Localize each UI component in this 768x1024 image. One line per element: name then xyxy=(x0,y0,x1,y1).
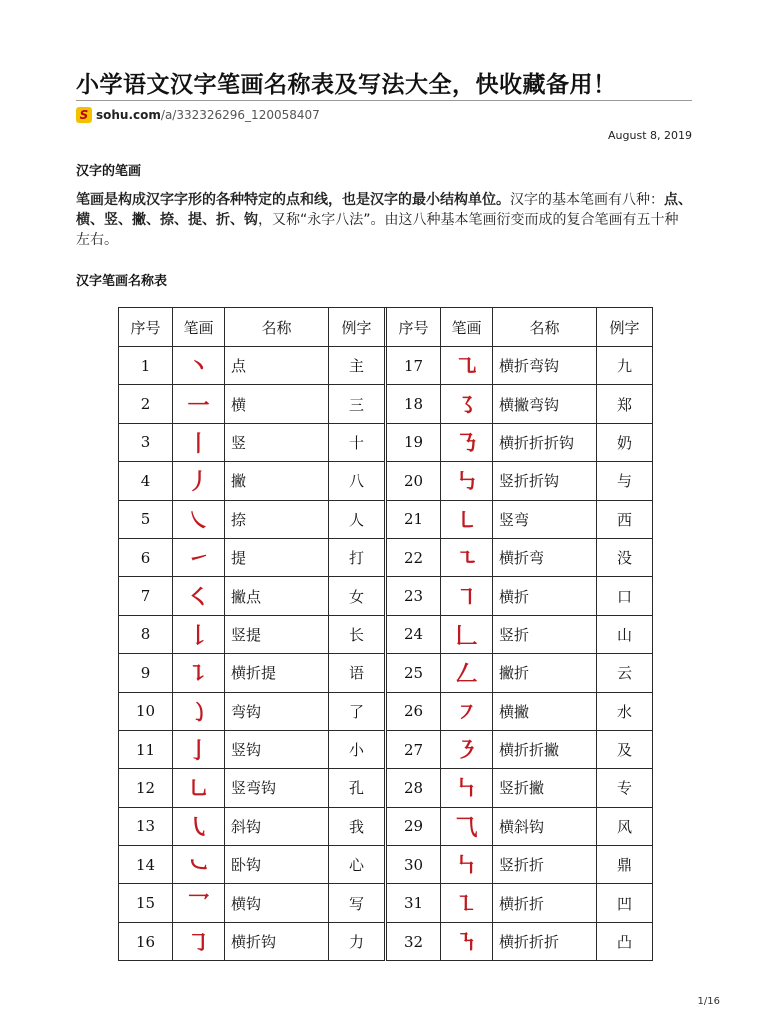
row-number: 1 xyxy=(119,347,173,385)
table-row xyxy=(119,462,653,500)
stroke-name: 横撇弯钩 xyxy=(493,385,597,423)
article-title: 小学语文汉字笔画名称表及写法大全，快收藏备用！ xyxy=(76,72,617,98)
stroke-name: 横撇 xyxy=(493,692,597,730)
stroke-name: 横折折 xyxy=(493,884,597,922)
stroke-glyph: ㇞ xyxy=(441,846,493,884)
stroke-glyph: ㇟ xyxy=(173,769,225,807)
table-row xyxy=(119,922,653,960)
stroke-name: 横折折撇 xyxy=(493,730,597,768)
example-char: 小 xyxy=(329,730,385,768)
stroke-name: 竖弯钩 xyxy=(225,769,329,807)
example-char: 八 xyxy=(329,462,385,500)
publish-date: August 8, 2019 xyxy=(608,129,692,142)
stroke-name: 撇折 xyxy=(493,654,597,692)
row-number: 12 xyxy=(119,769,173,807)
stroke-glyph: ㇊ xyxy=(173,654,225,692)
stroke-glyph: ㇉ xyxy=(441,462,493,500)
example-char: 孔 xyxy=(329,769,385,807)
row-number: 16 xyxy=(119,922,173,960)
stroke-name: 竖折折 xyxy=(493,846,597,884)
example-char: 专 xyxy=(597,769,653,807)
stroke-name: 提 xyxy=(225,538,329,576)
header-no: 序号 xyxy=(387,308,441,347)
stroke-glyph: ㇀ xyxy=(173,538,225,576)
example-char: 人 xyxy=(329,500,385,538)
row-number: 11 xyxy=(119,730,173,768)
stroke-glyph: ㇃ xyxy=(173,846,225,884)
example-char: 三 xyxy=(329,385,385,423)
table-row xyxy=(119,615,653,653)
source-domain: sohu.com xyxy=(96,108,161,122)
source-path: /a/332326296_120058407 xyxy=(160,108,320,122)
example-char: 语 xyxy=(329,654,385,692)
stroke-glyph: 丨 xyxy=(173,423,225,461)
table-row xyxy=(119,730,653,768)
header-no: 序号 xyxy=(119,308,173,347)
example-char: 山 xyxy=(597,615,653,653)
stroke-glyph: 亅 xyxy=(173,730,225,768)
example-char: 女 xyxy=(329,577,385,615)
stroke-glyph: ㇇ xyxy=(441,692,493,730)
row-number: 6 xyxy=(119,538,173,576)
stroke-glyph: ⺄ xyxy=(441,807,493,845)
stroke-glyph: 𠃊 xyxy=(441,615,493,653)
example-char: 郑 xyxy=(597,385,653,423)
stroke-name: 横折折折钩 xyxy=(493,423,597,461)
stroke-name: 撇点 xyxy=(225,577,329,615)
row-number: 17 xyxy=(387,347,441,385)
stroke-glyph: ㇏ xyxy=(173,500,225,538)
stroke-name: 点 xyxy=(225,347,329,385)
table-row xyxy=(119,769,653,807)
stroke-name: 撇 xyxy=(225,462,329,500)
example-char: 风 xyxy=(597,807,653,845)
row-number: 4 xyxy=(119,462,173,500)
table-row xyxy=(119,846,653,884)
row-number: 19 xyxy=(387,423,441,461)
stroke-name: 横折折折 xyxy=(493,922,597,960)
stroke-glyph: ㇞ xyxy=(441,769,493,807)
eight-strokes-list: 点、横、竖、撇、捺、提、折、钩 xyxy=(76,192,692,228)
example-char: 十 xyxy=(329,423,385,461)
stroke-name: 横斜钩 xyxy=(493,807,597,845)
stroke-glyph: ㇁ xyxy=(173,692,225,730)
row-number: 29 xyxy=(387,807,441,845)
table-row xyxy=(119,500,653,538)
stroke-glyph: ㇄ xyxy=(441,500,493,538)
row-number: 18 xyxy=(387,385,441,423)
stroke-name: 竖 xyxy=(225,423,329,461)
stroke-name: 竖折 xyxy=(493,615,597,653)
example-char: 凸 xyxy=(597,922,653,960)
stroke-glyph: ㇍ xyxy=(441,538,493,576)
stroke-name: 弯钩 xyxy=(225,692,329,730)
stroke-name: 竖钩 xyxy=(225,730,329,768)
stroke-glyph: 一 xyxy=(173,385,225,423)
stroke-glyph: 𠃋 xyxy=(441,654,493,692)
stroke-glyph: 丶 xyxy=(173,347,225,385)
example-char: 长 xyxy=(329,615,385,653)
row-number: 2 xyxy=(119,385,173,423)
title-divider xyxy=(76,100,692,101)
stroke-name: 斜钩 xyxy=(225,807,329,845)
header-example: 例字 xyxy=(597,308,653,347)
section-heading-strokes: 汉字的笔画 xyxy=(76,164,142,179)
stroke-name: 卧钩 xyxy=(225,846,329,884)
row-number: 8 xyxy=(119,615,173,653)
stroke-glyph: ㇡ xyxy=(441,423,493,461)
row-number: 23 xyxy=(387,577,441,615)
example-char: 与 xyxy=(597,462,653,500)
example-char: 了 xyxy=(329,692,385,730)
row-number: 31 xyxy=(387,884,441,922)
stroke-glyph: ㇌ xyxy=(441,385,493,423)
source-link[interactable] xyxy=(76,106,320,124)
stroke-glyph: ㇅ xyxy=(441,884,493,922)
stroke-name: 竖折撇 xyxy=(493,769,597,807)
stroke-glyph: 丿 xyxy=(173,462,225,500)
example-char: 凹 xyxy=(597,884,653,922)
row-number: 30 xyxy=(387,846,441,884)
row-number: 24 xyxy=(387,615,441,653)
table-row xyxy=(119,385,653,423)
row-number: 22 xyxy=(387,538,441,576)
example-char: 水 xyxy=(597,692,653,730)
stroke-name: 横折弯钩 xyxy=(493,347,597,385)
row-number: 25 xyxy=(387,654,441,692)
stroke-name: 竖提 xyxy=(225,615,329,653)
stroke-glyph: ㇆ xyxy=(173,922,225,960)
row-number: 13 xyxy=(119,807,173,845)
stroke-name: 横折弯 xyxy=(493,538,597,576)
table-row xyxy=(119,884,653,922)
table-row xyxy=(119,423,653,461)
stroke-name: 横折钩 xyxy=(225,922,329,960)
table-row xyxy=(119,807,653,845)
intro-text: 汉字的基本笔画有八种： xyxy=(510,192,664,208)
example-char: 我 xyxy=(329,807,385,845)
row-number: 27 xyxy=(387,730,441,768)
stroke-name: 横钩 xyxy=(225,884,329,922)
example-char: 及 xyxy=(597,730,653,768)
row-number: 14 xyxy=(119,846,173,884)
row-number: 15 xyxy=(119,884,173,922)
stroke-name: 横 xyxy=(225,385,329,423)
page-number: 1/16 xyxy=(697,996,720,1007)
example-char: 打 xyxy=(329,538,385,576)
row-number: 7 xyxy=(119,577,173,615)
row-number: 9 xyxy=(119,654,173,692)
stroke-glyph: ㇛ xyxy=(173,577,225,615)
stroke-glyph: ㇕ xyxy=(441,577,493,615)
example-char: 主 xyxy=(329,347,385,385)
example-char: 力 xyxy=(329,922,385,960)
row-number: 3 xyxy=(119,423,173,461)
intro-text-end: ，又称“永字八法”。由这八种基本笔画衍变而成的复合笔画有五十种左右。 xyxy=(76,212,679,248)
header-example: 例字 xyxy=(329,308,385,347)
example-char: 口 xyxy=(597,577,653,615)
example-char: 奶 xyxy=(597,423,653,461)
row-number: 5 xyxy=(119,500,173,538)
sohu-logo-icon: S xyxy=(76,107,92,123)
header-name: 名称 xyxy=(225,308,329,347)
row-number: 26 xyxy=(387,692,441,730)
intro-paragraph xyxy=(76,190,692,250)
example-char: 没 xyxy=(597,538,653,576)
header-stroke: 笔画 xyxy=(441,308,493,347)
stroke-glyph: ㇎ xyxy=(441,922,493,960)
stroke-name: 捺 xyxy=(225,500,329,538)
stroke-names-table xyxy=(118,307,653,961)
table-header-row xyxy=(119,308,653,347)
example-char: 写 xyxy=(329,884,385,922)
row-number: 10 xyxy=(119,692,173,730)
section-heading-table: 汉字笔画名称表 xyxy=(76,274,168,289)
example-char: 西 xyxy=(597,500,653,538)
table-row xyxy=(119,654,653,692)
example-char: 心 xyxy=(329,846,385,884)
stroke-glyph: 乛 xyxy=(173,884,225,922)
header-stroke: 笔画 xyxy=(173,308,225,347)
stroke-glyph: ㇈ xyxy=(441,347,493,385)
row-number: 21 xyxy=(387,500,441,538)
stroke-name: 竖折折钩 xyxy=(493,462,597,500)
example-char: 鼎 xyxy=(597,846,653,884)
stroke-name: 横折 xyxy=(493,577,597,615)
table-row xyxy=(119,692,653,730)
stroke-glyph: ㇂ xyxy=(173,807,225,845)
stroke-name: 横折提 xyxy=(225,654,329,692)
row-number: 20 xyxy=(387,462,441,500)
example-char: 九 xyxy=(597,347,653,385)
table-row xyxy=(119,347,653,385)
row-number: 32 xyxy=(387,922,441,960)
intro-bold-sentence: 笔画是构成汉字字形的各种特定的点和线，也是汉字的最小结构单位。 xyxy=(76,192,510,208)
table-row xyxy=(119,577,653,615)
header-name: 名称 xyxy=(493,308,597,347)
table-row xyxy=(119,538,653,576)
row-number: 28 xyxy=(387,769,441,807)
example-char: 云 xyxy=(597,654,653,692)
stroke-name: 竖弯 xyxy=(493,500,597,538)
stroke-glyph: ㇋ xyxy=(441,730,493,768)
stroke-glyph: 𠄌 xyxy=(173,615,225,653)
